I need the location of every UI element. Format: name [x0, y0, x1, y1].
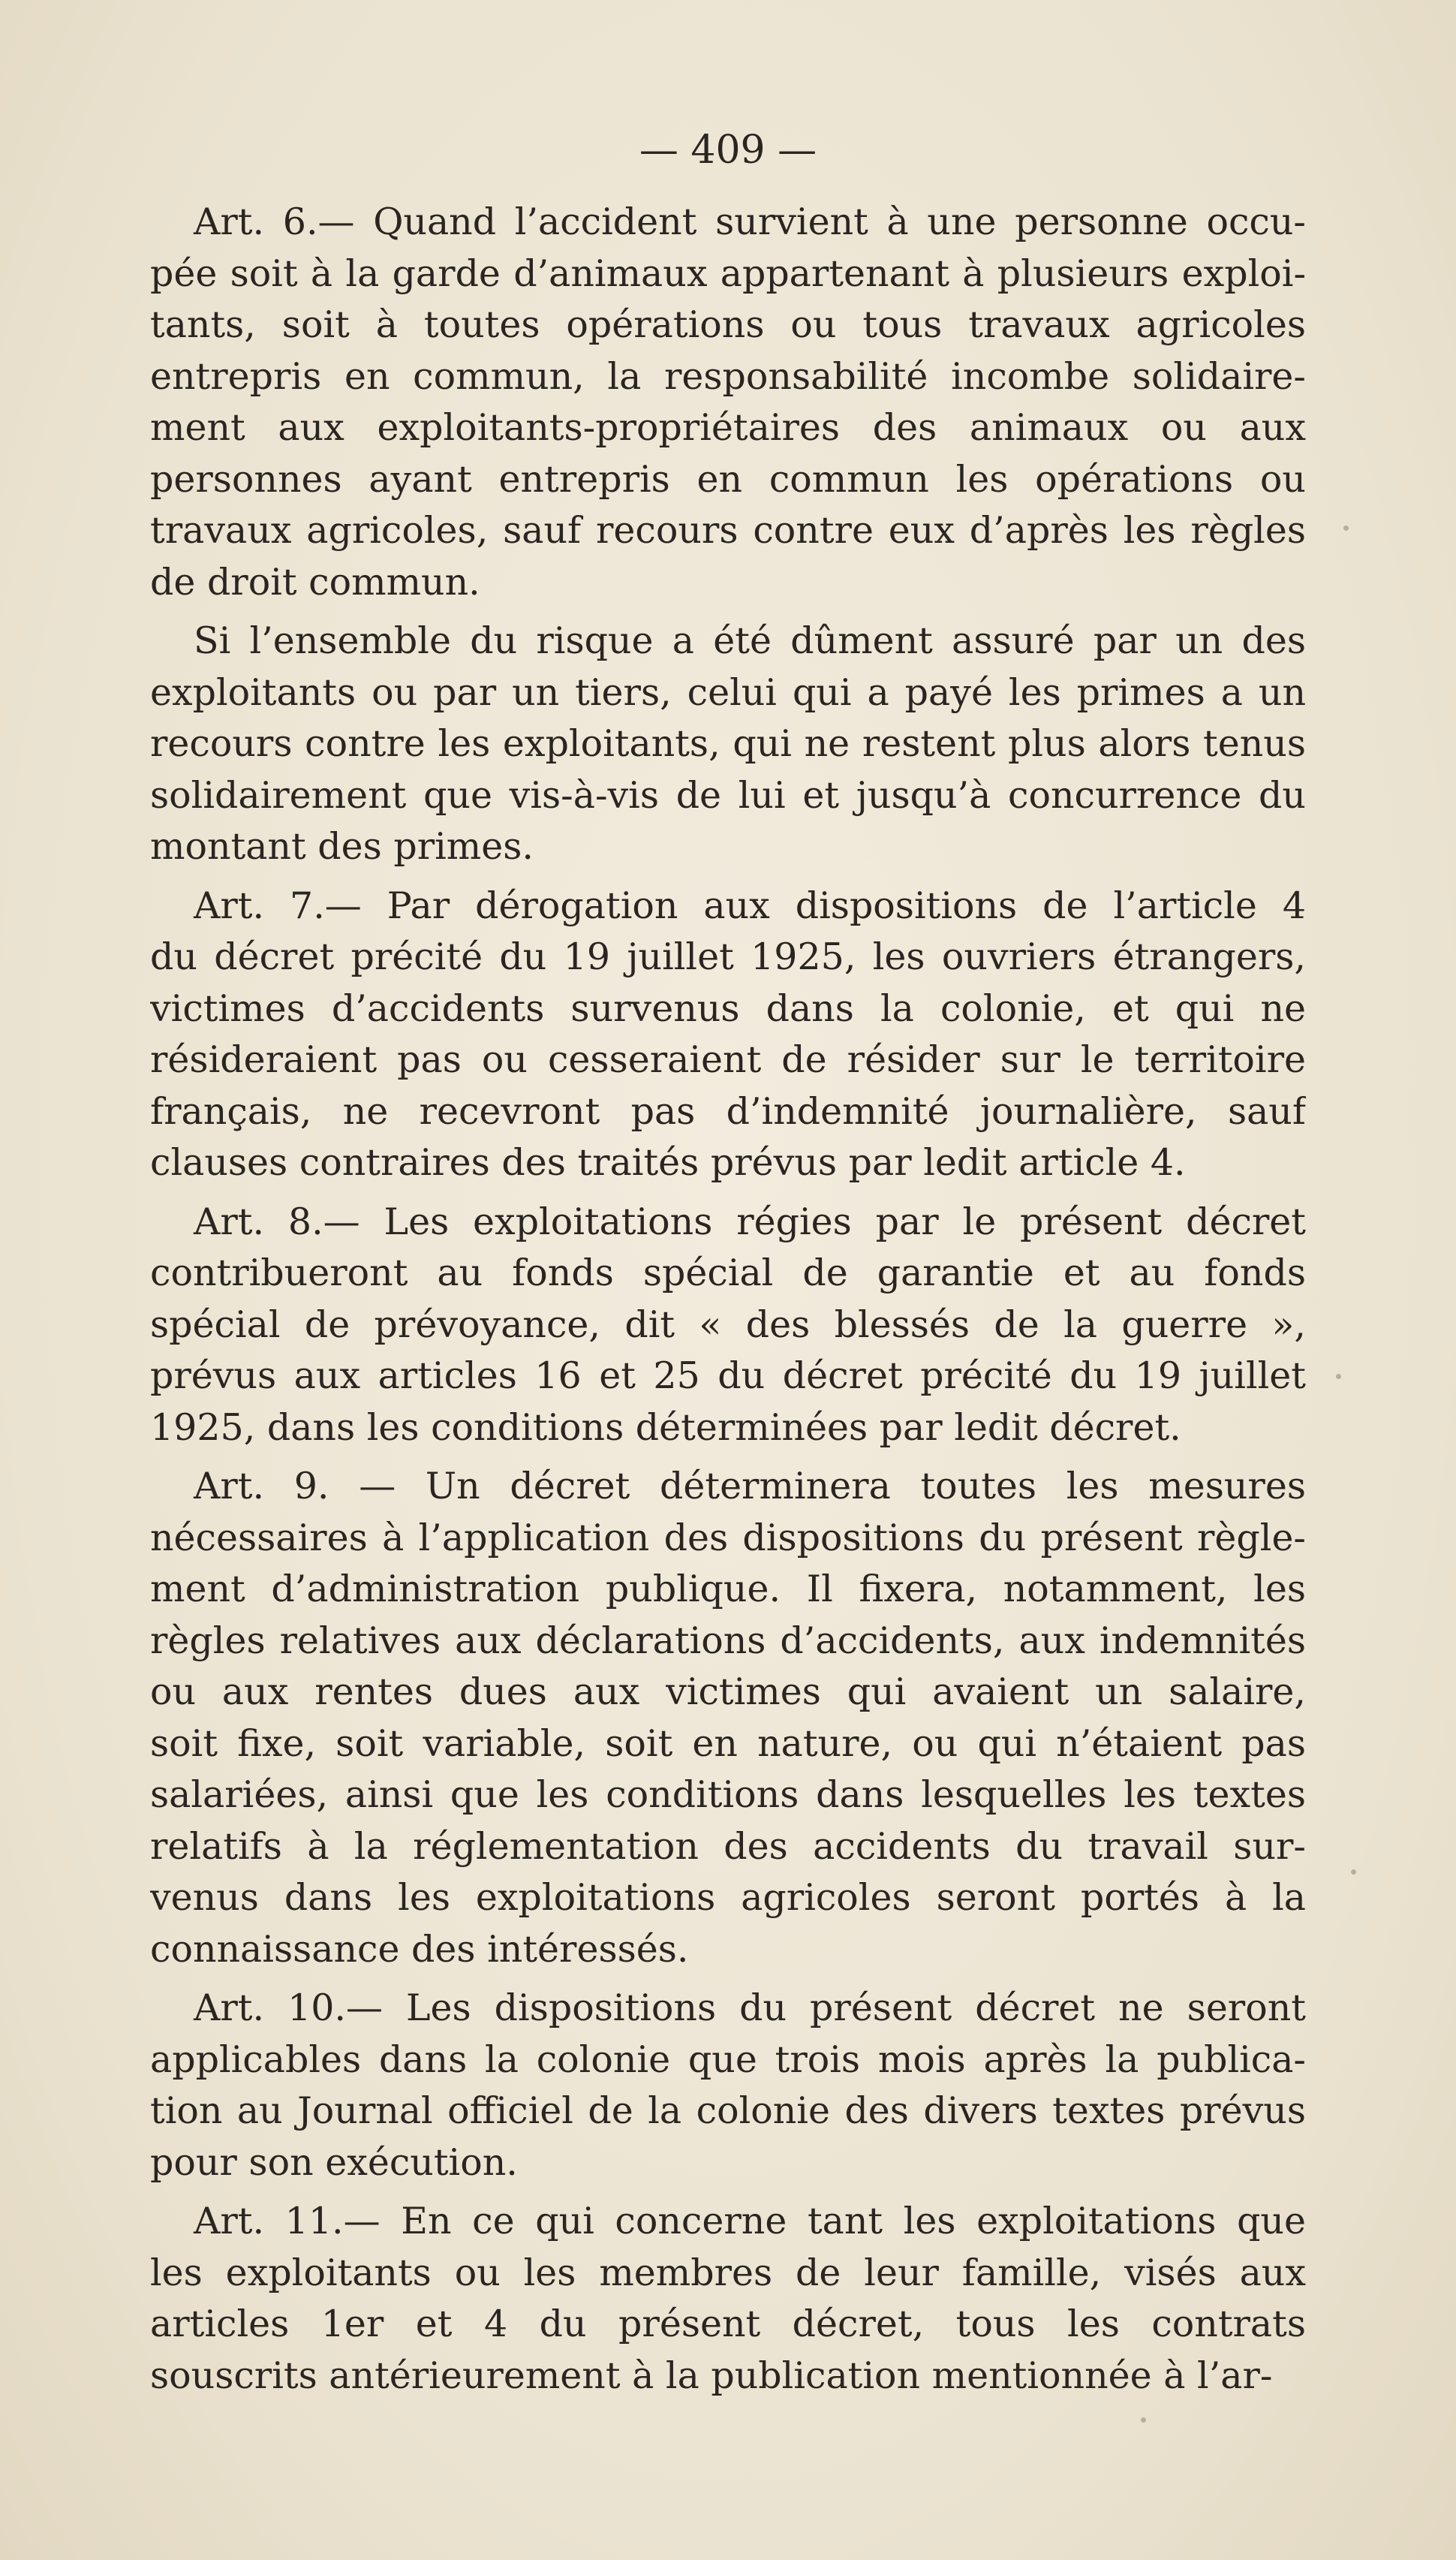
text-line: relatifs à la réglementation des accidents du travail sur-	[150, 1824, 1306, 1868]
text-line: applicables dans la colonie que trois mois après la publica-	[150, 2037, 1306, 2081]
text-line: victimes d’accidents survenus dans la colonie, et qui ne	[150, 986, 1306, 1030]
paragraph	[150, 881, 1306, 1189]
text-line: règles relatives aux déclarations d’accidents, aux indemnités	[150, 1619, 1306, 1662]
text-line: soit fixe, soit variable, soit en nature, ou qui n’étaient pas	[150, 1721, 1306, 1765]
text-line: Art. 6.— Quand l’accident survient à une personne occu-	[194, 200, 1306, 243]
text-line: recours contre les exploitants, qui ne restent plus alors tenus	[150, 722, 1306, 765]
text-line: articles 1er et 4 du présent décret, tous les contrats	[150, 2302, 1306, 2345]
paper-speck	[1141, 2417, 1146, 2423]
page-number: — 409 —	[639, 128, 817, 173]
text-line: ment d’administration publique. Il fixera, notamment, les	[150, 1568, 1306, 1610]
text-line: tants, soit à toutes opérations ou tous travaux agricoles	[150, 303, 1306, 346]
text-line: Art. 8.— Les exploitations régies par le présent décret	[194, 1200, 1306, 1243]
text-line: solidairement que vis-à-vis de lui et jusqu’à concurrence du	[150, 773, 1306, 817]
text-line: exploitants ou par un tiers, celui qui a payé les primes a un	[150, 670, 1306, 714]
text-line: tion au Journal officiel de la colonie des divers textes prévus	[150, 2089, 1306, 2132]
paper-speck	[1336, 1374, 1341, 1379]
text-line: venus dans les exploitations agricoles seront portés à la	[150, 1876, 1306, 1919]
paper-speck	[1351, 1869, 1356, 1875]
text-line: travaux agricoles, sauf recours contre eux d’après les règles	[150, 509, 1306, 552]
text-line: clauses contraires des traités prévus par ledit article 4.	[150, 1141, 1186, 1184]
paragraph	[150, 1197, 1306, 1454]
text-line: Art. 7.— Par dérogation aux dispositions de l’article 4	[194, 884, 1306, 927]
text-line: souscrits antérieurement à la publication mentionnée à l’ar-	[150, 2354, 1273, 2397]
text-line: personnes ayant entrepris en commun les opérations ou	[150, 457, 1306, 501]
text-line: montant des primes.	[150, 825, 534, 868]
text-line: connaissance des intéressés.	[150, 1927, 689, 1971]
text-line: ment aux exploitants-propriétaires des animaux ou aux	[150, 406, 1306, 449]
text-line: Si l’ensemble du risque a été dûment assuré par un des	[194, 619, 1306, 662]
text-line: nécessaires à l’application des dispositions du présent règle-	[150, 1516, 1306, 1559]
text-line: ou aux rentes dues aux victimes qui avaient un salaire,	[150, 1670, 1306, 1713]
text-line: Art. 10.— Les dispositions du présent décret ne seront	[194, 1986, 1306, 2029]
article-body	[150, 197, 1306, 2402]
text-line: français, ne recevront pas d’indemnité journalière, sauf	[150, 1089, 1306, 1133]
text-line: 1925, dans les conditions déterminées par ledit décret.	[150, 1405, 1181, 1449]
text-line: contribueront au fonds spécial de garantie et au fonds	[150, 1251, 1306, 1294]
text-line: pée soit à la garde d’animaux appartenant à plusieurs exploi-	[150, 251, 1306, 295]
paragraph	[150, 1461, 1306, 1975]
text-line: du décret précité du 19 juillet 1925, les ouvriers étrangers,	[150, 935, 1306, 978]
text-line: Art. 9. — Un décret déterminera toutes les mesures	[194, 1465, 1306, 1507]
text-line: prévus aux articles 16 et 25 du décret précité du 19 juillet	[150, 1354, 1306, 1397]
text-line: les exploitants ou les membres de leur famille, visés aux	[150, 2251, 1306, 2294]
text-line: spécial de prévoyance, dit « des blessés de la guerre »,	[150, 1303, 1306, 1346]
page-text	[150, 113, 1306, 2409]
text-line: salariées, ainsi que les conditions dans lesquelles les textes	[150, 1773, 1306, 1816]
paragraph	[150, 616, 1306, 873]
paragraph	[150, 2196, 1306, 2402]
paragraph	[150, 197, 1306, 608]
paper-speck	[1343, 526, 1349, 531]
paragraph	[150, 1983, 1306, 2188]
text-line: entrepris en commun, la responsabilité incombe solidaire-	[150, 354, 1306, 398]
text-line: résideraient pas ou cesseraient de résider sur le territoire	[150, 1038, 1306, 1081]
text-line: pour son exécution.	[150, 2140, 518, 2184]
text-line: Art. 11.— En ce qui concerne tant les exploitations que	[194, 2200, 1306, 2242]
text-line: de droit commun.	[150, 560, 480, 604]
